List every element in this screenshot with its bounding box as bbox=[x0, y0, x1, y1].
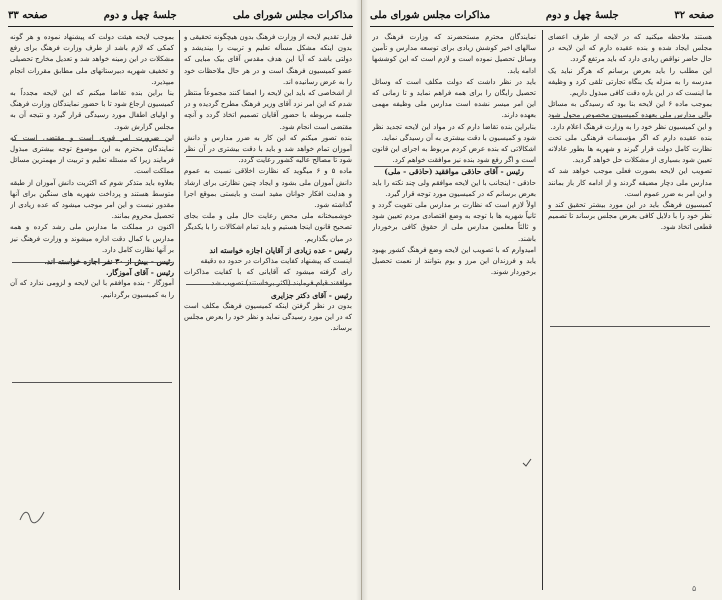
strike-mark bbox=[550, 118, 710, 119]
left-page-number: صفحه ۳۳ bbox=[8, 9, 48, 21]
paragraph: تصویب این لایحه بصورت فعلی موجب خواهد شد که مدارس ملی دچار مضیقه گردند و از ادامه کار باز بمانند و این امر به ضرر عموم است. bbox=[548, 167, 712, 198]
right-page-column-left bbox=[372, 32, 536, 588]
paragraph: اکنون در مملکت ما مدارس ملی رشد کرده و همه مدارس با کمال دقت اداره میشوند و وزارت فرهنگ نیز بر آنها نظارت کامل دارد. bbox=[10, 223, 174, 254]
speaker-line: رئیس - آقای دکتر جزایری bbox=[270, 290, 352, 300]
footer-page-mark: ۵ bbox=[692, 584, 697, 593]
paragraph: بدون در نظر گرفتن اینکه کمیسیون فرهنگ مکلف است که در این مورد رسیدگی نماید و نظر خود را بعرض مجلس برساند. bbox=[184, 301, 352, 333]
strike-mark bbox=[12, 382, 172, 383]
paragraph: بنده عقیده دارم که اگر مؤسسات فرهنگی ملی تحت نظارت کامل دولت قرار گیرند و شهریه ها بطور عادلانه تعیین شود بسیاری از مشکلات حل خواهد گردید. bbox=[548, 133, 712, 165]
paragraph: هستند ملاحظه میکنید که در لایحه از طرف اعضای مجلس ایجاد شده و بنده عقیده دارم که این لایحه در حال حاضر نواقص زیادی دارد که باید مرتفع گردد. bbox=[548, 33, 712, 64]
right-header-rule bbox=[370, 26, 714, 27]
paragraph: حاذقی - اینجانب با این لایحه موافقم ولی چند نکته را باید بعرض برسانم که در کمیسیون مورد توجه قرار گیرد. bbox=[372, 178, 536, 198]
left-page-header bbox=[8, 6, 353, 24]
speaker-line: رئیس - بیش از ۳۰ نفر اجازه خواسته اند. bbox=[44, 257, 174, 267]
left-page-column-right bbox=[184, 32, 352, 588]
speaker-line: رئیس - آقای حاذقی موافقید (حاذقی - ملی) bbox=[384, 167, 524, 177]
paragraph: اولاً لازم است که نظارت بر مدارس ملی تقویت گردد و ثانیاً شهریه ها با توجه به وضع اقتصادی مردم تعیین شود و ثالثاً معلمین مدارس ملی از حقوق کافی برخوردار باشند. bbox=[372, 201, 536, 243]
left-page-title: مذاکرات مجلس شورای ملی bbox=[232, 9, 353, 21]
right-page-session: جلسهٔ چهل و دوم bbox=[545, 9, 619, 21]
right-page-number: صفحه ۳۲ bbox=[674, 9, 714, 21]
speaker-line: رئیس - آقای آموزگار. bbox=[106, 268, 174, 278]
paragraph: بموجب لایحه هیئت دولت که پیشنهاد نموده و هر گونه کمکی که لازم باشد از طرف وزارت فرهنگ برای رفع مشکلات در این زمینه خواهد شد و تعدیل مخارج تحصیلی و تخفیف شهریه دبیرستانهای ملی مطابق مقررات انجام میپذیرد. bbox=[10, 33, 174, 86]
strike-mark bbox=[550, 326, 710, 327]
paragraph: خوشمبختانه ملی محض رعایت حال ملی و ملت بجای تصحیح قانون اینجا هستیم و باید تمام اشکالات را با یکدیگر در میان بگذاریم. bbox=[184, 212, 352, 243]
paragraph: کمیسیون فرهنگ باید در این مورد بیشتر تحقیق کند و نظر خود را با دلایل کافی بعرض مجلس برساند تا تصمیم قطعی اتخاذ شود. bbox=[548, 201, 712, 232]
check-mark-icon bbox=[522, 458, 532, 468]
paragraph: قبل تقدیم لایحه از وزارت فرهنگ بدون هیچگونه تحقیقی و بدون اینکه مشکل مسأله تعلیم و تربیت را بیندیشد و دولتی باشد که آیا این هدف مقدس آقای بیک مبایی که عضو کمیسیون فرهنگ است و در هر حال ملاحظات خود را به عرض رسانیده اند. bbox=[184, 33, 352, 86]
left-page-column-left bbox=[10, 32, 174, 588]
paragraph: این ضرورت امر فوری است و مقتضی است که نمایندگان محترم به این موضوع توجه بیشتری مبذول فرمایند زیرا که مسئله تعلیم و تربیت از مهمترین مسائل مملکت است. bbox=[10, 133, 174, 176]
paragraph: اشکالاتی که بنده عرض کردم مربوط به اجرای این قانون است و اگر رفع شود بنده نیز موافقت خواهم کرد. bbox=[372, 145, 536, 165]
right-page-header bbox=[370, 6, 714, 24]
strike-mark bbox=[12, 262, 172, 263]
left-column-divider bbox=[179, 30, 180, 590]
left-page-session: جلسهٔ چهل و دوم bbox=[103, 9, 177, 21]
book-gutter bbox=[356, 0, 368, 600]
paragraph: بنا براین بنده تقاضا میکنم که این لایحه مجدداً به کمیسیون ارجاع شود تا با حضور نمایندگان وزارت فرهنگ و اولیای اطفال مورد رسیدگی قرار گیرد و نتیجه آن به مجلس گزارش شود. bbox=[10, 89, 174, 131]
paragraph: نمایندگان محترم مستحضرند که وزارت فرهنگ در سالهای اخیر کوشش زیادی برای توسعه مدارس و تأمین وسائل تحصیل نموده است و لازم است که این کوششها ادامه یابد. bbox=[372, 33, 536, 75]
left-header-rule bbox=[8, 26, 353, 27]
right-page bbox=[362, 0, 722, 600]
strike-mark bbox=[186, 284, 350, 285]
strike-mark bbox=[550, 210, 710, 211]
paragraph: بنابراین بنده تقاضا دارم که در مواد این لایحه تجدید نظر شود و کمیسیون با دقت بیشتری به آن رسیدگی نماید. bbox=[372, 122, 536, 142]
strike-mark bbox=[186, 156, 350, 157]
paragraph: بنده تصور میکنم که این کار به ضرر مدارس و دانش آموزان تمام خواهد شد و باید با دقت بیشتری در آن نظر شود تا مصالح عالیه کشور رعایت گردد. bbox=[184, 133, 352, 165]
right-column-divider bbox=[542, 30, 543, 590]
paragraph: آموزگار - بنده موافقم با این لایحه و لزومی ندارد که آن را به کمیسیون برگردانیم. bbox=[10, 279, 174, 299]
paragraph: رای گرفته میشود که آقایانی که با کفایت مذاکرات موافقند قیام فرمایند (اکثر برخاستند) تصویب شد. bbox=[184, 268, 352, 288]
paragraph: اینست که پیشنهاد کفایت مذاکرات در حدود ده دقیقه bbox=[200, 257, 352, 266]
paragraph: بعلاوه باید متذکر شوم که اکثریت دانش آموزان از طبقه متوسط هستند و پرداخت شهریه های سنگین برای آنها مقدور نیست و این امر موجب میشود که عده زیادی از تحصیل محروم بمانند. bbox=[10, 178, 174, 221]
paragraph: بموجب ماده ۶ این لایحه بنا بود که رسیدگی به مسائل مالی مدارس ملی بعهده کمیسیون مخصوص محول شود و این کمیسیون نظر خود را به وزارت فرهنگ اعلام دارد. bbox=[548, 100, 712, 131]
paragraph: باید در نظر داشت که دولت مکلف است که وسائل تحصیل رایگان را برای همه فراهم نماید و تا زمانی که این امر میسر نشده است مدارس ملی وظیفه مهمی بعهده دارند. bbox=[372, 77, 536, 120]
strike-mark bbox=[12, 140, 172, 141]
handwritten-mark-icon bbox=[18, 506, 46, 526]
right-page-column-right bbox=[548, 32, 712, 588]
paragraph: از اشخاصی که باید این لایحه را امضا کنند مجموعاً منتظر شدم که این امر نزد آقای وزیر فرهنگ مطرح گردیده و در جلسه مربوطه با حضور آقایان تصمیم اتخاذ گردد و آنچه مقتضی است انجام شود. bbox=[184, 89, 352, 131]
paragraph: ماده ۵ و ۶ میگوید که نظارت اخلاقی نسبت به عموم دانش آموزان ملی بشود و ایجاد چنین نظارتی برای ارشاد و هدایت افکار جوانان مفید است و بایستی بموقع اجرا گذاشته شود. bbox=[184, 167, 352, 210]
paragraph: این مطلب را باید بعرض برسانم که هرگز نباید یک مدرسه را به منزله یک بنگاه تجارتی تلقی کرد و وظیفه ما اینست که در این باره دقت کافی مبذول داریم. bbox=[548, 66, 712, 98]
speaker-line: رئیس - عده زیادی از آقایان اجازه خواسته اند bbox=[209, 245, 352, 255]
right-page-title: مذاکرات مجلس شورای ملی bbox=[370, 9, 491, 21]
strike-mark bbox=[374, 166, 534, 167]
paragraph: امیدوارم که با تصویب این لایحه وضع فرهنگ کشور بهبود یابد و فرزندان این مرز و بوم بتوانند از نعمت تحصیل برخوردار شوند. bbox=[372, 245, 536, 277]
